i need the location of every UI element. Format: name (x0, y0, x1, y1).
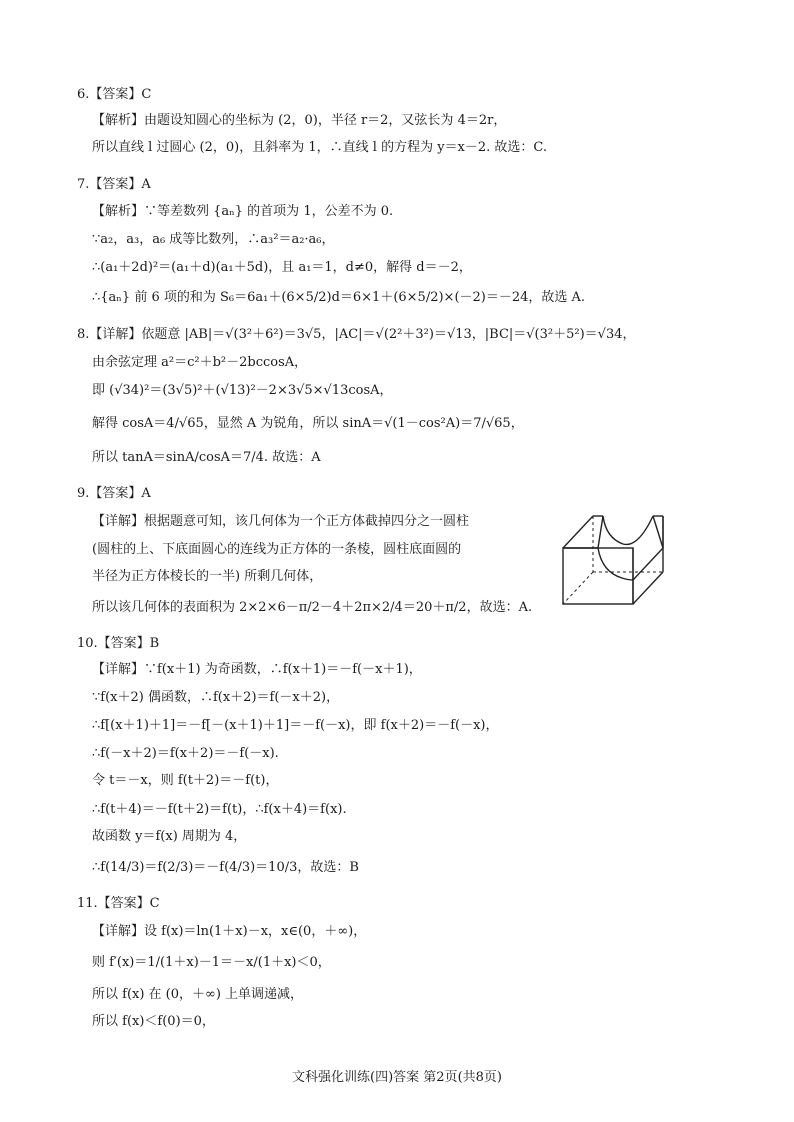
q9-line-3: 半径为正方体棱长的一半) 所剩几何体， (92, 569, 323, 584)
q8-heading: 8.【详解】依题意 |AB|＝√(3²＋6²)＝3√5，|AC|＝√(2²＋3²)＝√13，|BC|＝√(3²＋5²)＝√34， (77, 327, 636, 342)
front-face (563, 548, 633, 604)
q10-heading: 10.【答案】B (77, 636, 160, 651)
q9-line-1: 【详解】根据题意可知，该几何体为一个正方体截掉四分之一圆柱 (92, 514, 470, 529)
cube-cut-figure (558, 508, 678, 608)
q9-line-4: 所以该几何体的表面积为 2×2×6－π/2－4＋2π×2/4＝20＋π/2，故选：A. (92, 600, 533, 615)
q7-line-1: 【解析】∵等差数列 {aₙ} 的首项为 1，公差不为 0. (92, 204, 394, 219)
front-arc (598, 548, 633, 580)
cyl-edge-left (598, 516, 603, 548)
q8-line-3: 解得 cosA＝4/√65，显然 A 为锐角，所以 sinA＝√(1－cos²A)＝7/√65， (92, 416, 524, 431)
cyl-edge-right (653, 516, 663, 548)
q6-heading: 6.【答案】C (77, 87, 152, 102)
q7-line-3: ∴(a₁＋2d)²＝(a₁＋d)(a₁＋5d)，且 a₁＝1，d≠0，解得 d＝－2， (92, 260, 472, 275)
q10-line-2: ∵f(x＋2) 偶函数，∴f(x＋2)＝f(－x＋2)， (92, 690, 340, 705)
q10-line-4: ∴f(－x＋2)＝f(x＋2)＝－f(－x). (92, 746, 279, 761)
q9-heading: 9.【答案】A (77, 486, 151, 501)
q11-line-4: 所以 f(x)＜f(0)＝0， (92, 1014, 215, 1029)
q11-line-3: 所以 f(x) 在 (0，＋∞) 上单调递减， (92, 987, 304, 1002)
right-top-edge (633, 548, 663, 580)
q7-heading: 7.【答案】A (77, 177, 151, 192)
q10-line-1: 【详解】∵f(x＋1) 为奇函数，∴f(x＋1)＝－f(－x＋1)， (92, 662, 422, 677)
q10-line-6: ∴f(t＋4)＝－f(t＋2)＝f(t)，∴f(x＋4)＝f(x). (92, 802, 347, 817)
q10-line-8: ∴f(14/3)＝f(2/3)＝－f(4/3)＝10/3，故选：B (92, 860, 359, 875)
top-left-edge (563, 516, 593, 548)
q7-line-2: ∵a₂，a₃，a₆ 成等比数列，∴a₃²＝a₂·a₆， (92, 232, 335, 247)
top-arc (603, 516, 653, 544)
page-footer: 文科强化训练(四)答案 第2页(共8页) (292, 1070, 502, 1085)
q11-heading: 11.【答案】C (77, 896, 160, 911)
q8-line-1: 由余弦定理 a²＝c²＋b²－2bccosA， (92, 355, 308, 370)
q8-line-4: 所以 tanA＝sinA/cosA＝7/4. 故选：A (92, 450, 321, 465)
q6-line-1: 【解析】由题设知圆心的坐标为 (2，0)，半径 r＝2，又弦长为 4＝2r， (92, 113, 507, 128)
q11-line-1: 【详解】设 f(x)＝ln(1＋x)－x，x∈(0，＋∞)， (92, 924, 367, 939)
q10-line-3: ∴f[(x＋1)＋1]＝－f[－(x＋1)＋1]＝－f(－x)，即 f(x＋2)＝－f(－x)， (92, 718, 499, 733)
q10-line-7: 故函数 y＝f(x) 周期为 4， (92, 829, 247, 844)
hidden-bottom-left-edge (563, 572, 593, 604)
q8-line-2: 即 (√34)²＝(3√5)²＋(√13)²－2×3√5×√13cosA， (92, 383, 393, 398)
q10-line-5: 令 t＝－x，则 f(t＋2)＝－f(t)， (92, 773, 279, 788)
q9-line-2: (圆柱的上、下底面圆心的连线为正方体的一条棱，圆柱底面圆的 (92, 542, 462, 557)
q7-line-4: ∴{aₙ} 前 6 项的和为 S₆＝6a₁＋(6×5/2)d＝6×1＋(6×5/2)×(－2)＝－24，故选 A. (92, 290, 586, 305)
q6-line-2: 所以直线 l 过圆心 (2，0)，且斜率为 1，∴直线 l 的方程为 y＝x－2. 故选：C. (92, 140, 548, 155)
q11-line-2: 则 f′(x)＝1/(1＋x)－1＝－x/(1＋x)＜0， (92, 955, 331, 970)
bottom-right-edge (633, 572, 663, 604)
